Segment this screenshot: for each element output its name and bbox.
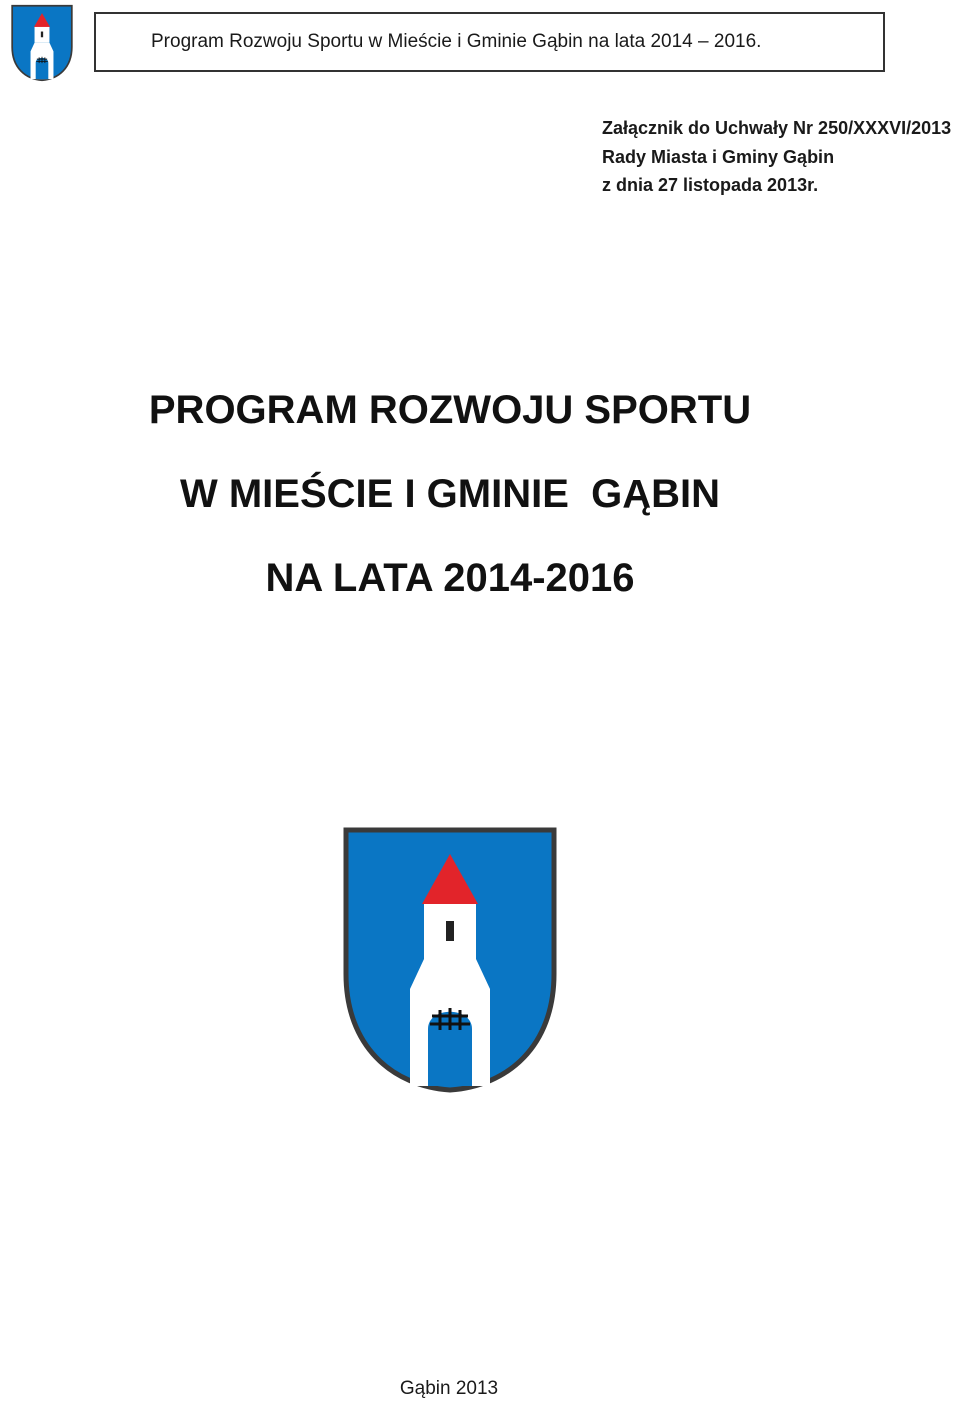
title-line-1: PROGRAM ROZWOJU SPORTU [148,388,752,432]
annex-note [602,114,951,200]
document-title [0,368,900,620]
annex-line-council: Rady Miasta i Gminy Gąbin [602,146,835,167]
annex-line-date: z dnia 27 listopada 2013r. [602,175,819,195]
gabin-coat-of-arms-icon [6,4,78,82]
annex-line-resolution: Załącznik do Uchwały Nr 250/XXXVI/2013 [602,118,952,138]
running-header [94,12,885,72]
title-line-2: W MIEŚCIE I GMINIE GĄBIN [179,472,721,516]
header-title: Program Rozwoju Sportu w Mieście i Gminie Gąbin na lata 2014 – 2016. [151,31,762,52]
title-line-3: NA LATA 2014-2016 [265,556,635,600]
footer-place-year: Gąbin 2013 [399,1378,499,1399]
gabin-coat-of-arms-icon [340,824,560,1096]
